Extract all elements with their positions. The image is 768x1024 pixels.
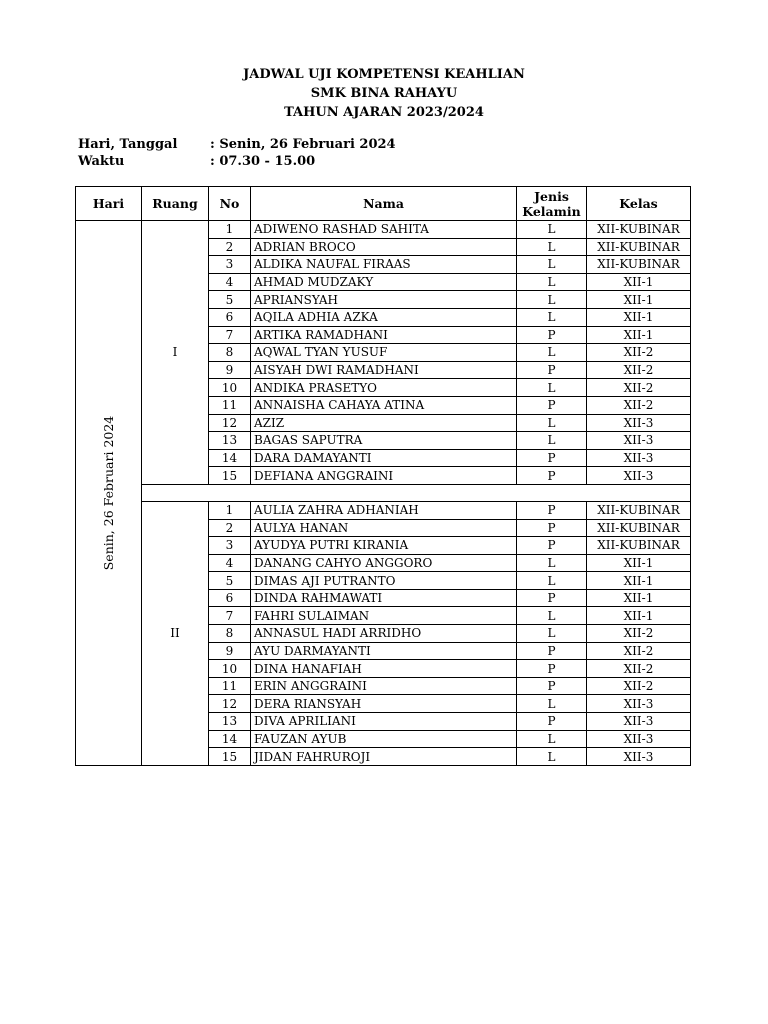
ruang-cell: II (142, 501, 209, 765)
cell-kelas: XII-2 (587, 379, 691, 397)
cell-nama: ANDIKA PRASETYO (251, 379, 517, 397)
cell-no: 1 (209, 221, 251, 239)
cell-nama: DIMAS AJI PUTRANTO (251, 572, 517, 590)
cell-no: 4 (209, 554, 251, 572)
cell-kelas: XII-1 (587, 291, 691, 309)
cell-kelas: XII-KUBINAR (587, 221, 691, 239)
cell-kelas: XII-2 (587, 677, 691, 695)
cell-kelas: XII-1 (587, 554, 691, 572)
cell-kelas: XII-3 (587, 730, 691, 748)
cell-nama: AQWAL TYAN YUSUF (251, 344, 517, 362)
cell-nama: DARA DAMAYANTI (251, 449, 517, 467)
table-body (76, 221, 691, 766)
cell-no: 14 (209, 730, 251, 748)
cell-jenis-kelamin: L (517, 554, 587, 572)
cell-jenis-kelamin: L (517, 730, 587, 748)
cell-kelas: XII-KUBINAR (587, 256, 691, 274)
cell-kelas: XII-3 (587, 713, 691, 731)
cell-jenis-kelamin: P (517, 537, 587, 555)
cell-jenis-kelamin: L (517, 273, 587, 291)
cell-jenis-kelamin: L (517, 291, 587, 309)
cell-no: 7 (209, 326, 251, 344)
cell-jenis-kelamin: P (517, 589, 587, 607)
cell-no: 13 (209, 432, 251, 450)
header-nama: Nama (251, 187, 517, 221)
cell-no: 4 (209, 273, 251, 291)
cell-kelas: XII-KUBINAR (587, 238, 691, 256)
cell-nama: AISYAH DWI RAMADHANI (251, 361, 517, 379)
cell-kelas: XII-3 (587, 414, 691, 432)
cell-jenis-kelamin: P (517, 361, 587, 379)
cell-nama: AYUDYA PUTRI KIRANIA (251, 537, 517, 555)
cell-no: 9 (209, 642, 251, 660)
cell-no: 2 (209, 238, 251, 256)
cell-jenis-kelamin: L (517, 256, 587, 274)
time-label: Waktu (78, 154, 125, 169)
cell-kelas: XII-3 (587, 467, 691, 485)
cell-no: 12 (209, 695, 251, 713)
cell-no: 14 (209, 449, 251, 467)
cell-kelas: XII-3 (587, 695, 691, 713)
cell-jenis-kelamin: L (517, 607, 587, 625)
time-value: : 07.30 - 15.00 (210, 154, 316, 169)
cell-jenis-kelamin: L (517, 695, 587, 713)
cell-jenis-kelamin: P (517, 501, 587, 519)
cell-kelas: XII-KUBINAR (587, 537, 691, 555)
time-info (78, 153, 315, 170)
school-name: SMK BINA RAHAYU (310, 86, 458, 101)
date-info (78, 136, 396, 153)
cell-no: 8 (209, 344, 251, 362)
cell-kelas: XII-2 (587, 361, 691, 379)
cell-no: 5 (209, 291, 251, 309)
cell-no: 11 (209, 396, 251, 414)
cell-jenis-kelamin: L (517, 572, 587, 590)
cell-nama: ARTIKA RAMADHANI (251, 326, 517, 344)
cell-no: 2 (209, 519, 251, 537)
cell-jenis-kelamin: L (517, 344, 587, 362)
cell-jenis-kelamin: L (517, 221, 587, 239)
cell-no: 12 (209, 414, 251, 432)
cell-no: 5 (209, 572, 251, 590)
cell-jenis-kelamin: P (517, 467, 587, 485)
cell-nama: ERIN ANGGRAINI (251, 677, 517, 695)
cell-no: 9 (209, 361, 251, 379)
header-hari: Hari (76, 187, 142, 221)
group-separator (76, 484, 691, 501)
cell-kelas: XII-1 (587, 607, 691, 625)
cell-no: 10 (209, 660, 251, 678)
cell-kelas: XII-1 (587, 572, 691, 590)
cell-nama: DEFIANA ANGGRAINI (251, 467, 517, 485)
cell-nama: AQILA ADHIA AZKA (251, 308, 517, 326)
cell-kelas: XII-KUBINAR (587, 519, 691, 537)
cell-kelas: XII-1 (587, 308, 691, 326)
separator-cell (142, 484, 691, 501)
cell-no: 8 (209, 625, 251, 643)
cell-jenis-kelamin: L (517, 748, 587, 766)
cell-jenis-kelamin: L (517, 625, 587, 643)
cell-nama: ADIWENO RASHAD SAHITA (251, 221, 517, 239)
cell-jenis-kelamin: L (517, 414, 587, 432)
cell-jenis-kelamin: P (517, 642, 587, 660)
cell-jenis-kelamin: P (517, 660, 587, 678)
cell-nama: DIVA APRILIANI (251, 713, 517, 731)
cell-kelas: XII-2 (587, 396, 691, 414)
cell-nama: ANNAISHA CAHAYA ATINA (251, 396, 517, 414)
header-no: No (209, 187, 251, 221)
cell-nama: DANANG CAHYO ANGGORO (251, 554, 517, 572)
cell-jenis-kelamin: L (517, 379, 587, 397)
cell-kelas: XII-2 (587, 344, 691, 362)
cell-nama: ADRIAN BROCO (251, 238, 517, 256)
cell-no: 3 (209, 537, 251, 555)
cell-no: 15 (209, 748, 251, 766)
document-title: JADWAL UJI KOMPETENSI KEAHLIAN (243, 67, 525, 82)
header-jenis-kelamin: Jenis Kelamin (517, 187, 587, 221)
cell-no: 15 (209, 467, 251, 485)
cell-no: 1 (209, 501, 251, 519)
cell-no: 7 (209, 607, 251, 625)
cell-kelas: XII-3 (587, 748, 691, 766)
cell-kelas: XII-2 (587, 642, 691, 660)
cell-nama: DERA RIANSYAH (251, 695, 517, 713)
cell-nama: AZIZ (251, 414, 517, 432)
cell-kelas: XII-1 (587, 273, 691, 291)
cell-nama: JIDAN FAHRUROJI (251, 748, 517, 766)
cell-no: 13 (209, 713, 251, 731)
hari-cell (76, 221, 142, 766)
hari-value: Senin, 26 Februari 2024 (100, 415, 116, 571)
cell-nama: AULYA HANAN (251, 519, 517, 537)
cell-no: 10 (209, 379, 251, 397)
cell-kelas: XII-2 (587, 660, 691, 678)
cell-no: 6 (209, 589, 251, 607)
cell-nama: AYU DARMAYANTI (251, 642, 517, 660)
cell-kelas: XII-3 (587, 449, 691, 467)
table-header-row (76, 187, 691, 221)
cell-jenis-kelamin: P (517, 713, 587, 731)
cell-kelas: XII-1 (587, 589, 691, 607)
cell-no: 11 (209, 677, 251, 695)
cell-kelas: XII-1 (587, 326, 691, 344)
cell-jenis-kelamin: L (517, 238, 587, 256)
cell-nama: DINA HANAFIAH (251, 660, 517, 678)
cell-no: 3 (209, 256, 251, 274)
cell-jenis-kelamin: L (517, 308, 587, 326)
cell-jenis-kelamin: P (517, 677, 587, 695)
cell-nama: DINDA RAHMAWATI (251, 589, 517, 607)
cell-jenis-kelamin: P (517, 449, 587, 467)
cell-nama: BAGAS SAPUTRA (251, 432, 517, 450)
date-value: : Senin, 26 Februari 2024 (210, 137, 396, 152)
table-row (76, 221, 691, 239)
date-label: Hari, Tanggal (78, 137, 178, 152)
cell-nama: AULIA ZAHRA ADHANIAH (251, 501, 517, 519)
academic-year: TAHUN AJARAN 2023/2024 (284, 105, 484, 120)
cell-jenis-kelamin: P (517, 326, 587, 344)
cell-jenis-kelamin: L (517, 432, 587, 450)
cell-nama: FAHRI SULAIMAN (251, 607, 517, 625)
cell-nama: ALDIKA NAUFAL FIRAAS (251, 256, 517, 274)
cell-kelas: XII-2 (587, 625, 691, 643)
ruang-cell: I (142, 221, 209, 485)
cell-nama: ANNASUL HADI ARRIDHO (251, 625, 517, 643)
cell-nama: FAUZAN AYUB (251, 730, 517, 748)
cell-kelas: XII-KUBINAR (587, 501, 691, 519)
header-kelas: Kelas (587, 187, 691, 221)
cell-nama: APRIANSYAH (251, 291, 517, 309)
cell-no: 6 (209, 308, 251, 326)
header-ruang: Ruang (142, 187, 209, 221)
table-row (76, 501, 691, 519)
cell-kelas: XII-3 (587, 432, 691, 450)
schedule-table (75, 186, 691, 766)
cell-jenis-kelamin: P (517, 519, 587, 537)
cell-jenis-kelamin: P (517, 396, 587, 414)
cell-nama: AHMAD MUDZAKY (251, 273, 517, 291)
